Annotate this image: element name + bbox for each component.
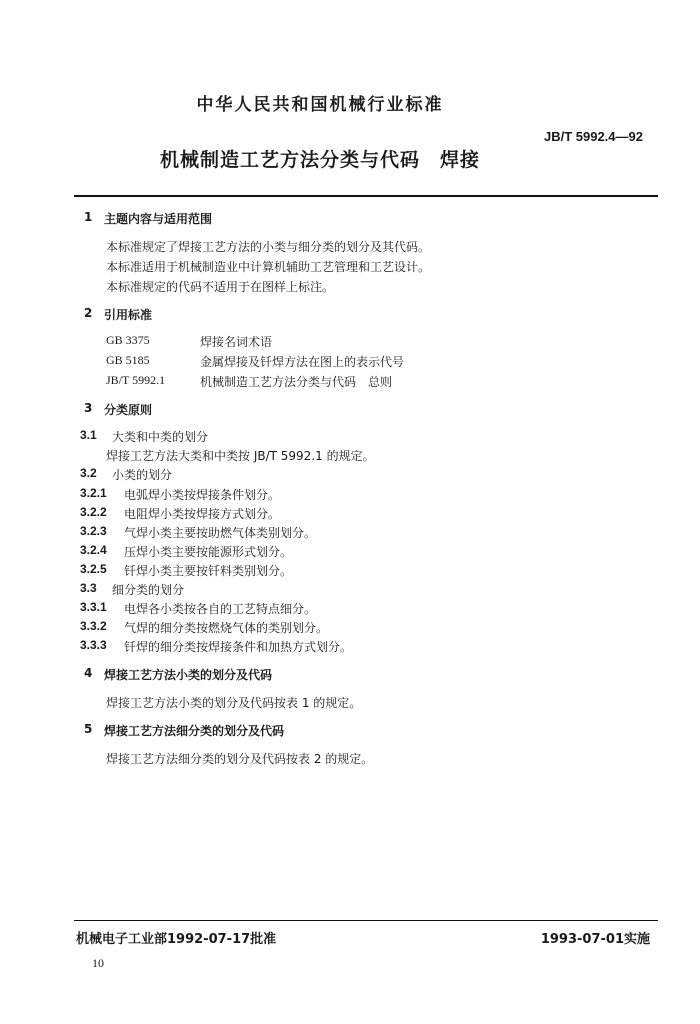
subsection-number: 3.3 xyxy=(80,581,97,595)
section-5-title: 焊接工艺方法细分类的划分及代码 xyxy=(104,724,285,738)
section-3-title: 分类原则 xyxy=(104,403,153,417)
reference-name: 焊接名词术语 xyxy=(200,335,273,349)
section-1-line: 本标准规定了焊接工艺方法的小类与细分类的划分及其代码。 xyxy=(106,240,431,254)
reference-code: GB 5185 xyxy=(106,353,150,367)
clause-text: 压焊小类主要按能源形式划分。 xyxy=(124,545,293,559)
subsection-text: 焊接工艺方法大类和中类按 JB/T 5992.1 的规定。 xyxy=(106,449,375,463)
org-title: 中华人民共和国机械行业标准 xyxy=(196,95,444,115)
clause-text: 电阻焊小类按焊接方式划分。 xyxy=(124,507,281,521)
section-1-title: 主题内容与适用范围 xyxy=(104,212,213,226)
clause-number: 3.2.2 xyxy=(80,505,107,519)
clause-text: 气焊的细分类按燃烧气体的类别划分。 xyxy=(124,621,329,635)
clause-text: 电弧焊小类按焊接条件划分。 xyxy=(124,488,281,502)
section-4-number: 4 xyxy=(84,666,93,680)
header-divider xyxy=(74,195,658,197)
section-1-line: 本标准适用于机械制造业中计算机辅助工艺管理和工艺设计。 xyxy=(106,260,431,274)
clause-number: 3.2.3 xyxy=(80,524,107,538)
clause-text: 钎焊的细分类按焊接条件和加热方式划分。 xyxy=(124,640,353,654)
subsection-number: 3.2 xyxy=(80,466,97,480)
section-5-number: 5 xyxy=(84,722,93,736)
page-number: 10 xyxy=(92,956,104,970)
section-1-line: 本标准规定的代码不适用于在图样上标注。 xyxy=(106,280,335,294)
section-2-number: 2 xyxy=(84,306,93,320)
subsection-number: 3.1 xyxy=(80,428,97,442)
section-1-number: 1 xyxy=(84,210,93,224)
footer-divider xyxy=(74,920,658,921)
clause-number: 3.2.1 xyxy=(80,486,107,500)
reference-code: JB/T 5992.1 xyxy=(106,373,166,387)
standard-code: JB/T 5992.4—92 xyxy=(543,129,643,144)
effective-date: 1993-07-01实施 xyxy=(540,932,650,947)
section-3-number: 3 xyxy=(84,401,93,415)
section-2-title: 引用标准 xyxy=(104,308,153,322)
section-5-text: 焊接工艺方法细分类的划分及代码按表 2 的规定。 xyxy=(106,752,374,766)
subsection-title: 大类和中类的划分 xyxy=(112,430,209,444)
reference-code: GB 3375 xyxy=(106,333,150,347)
reference-name: 金属焊接及钎焊方法在图上的表示代号 xyxy=(200,355,405,369)
subsection-title: 细分类的划分 xyxy=(112,583,185,597)
section-4-text: 焊接工艺方法小类的划分及代码按表 1 的规定。 xyxy=(106,696,362,710)
clause-number: 3.3.3 xyxy=(80,638,107,652)
clause-text: 电焊各小类按各自的工艺特点细分。 xyxy=(124,602,317,616)
subsection-title: 小类的划分 xyxy=(112,468,173,482)
document-title: 机械制造工艺方法分类与代码 焊接 xyxy=(159,149,480,171)
clause-number: 3.3.1 xyxy=(80,600,107,614)
reference-name: 机械制造工艺方法分类与代码 总则 xyxy=(200,375,393,389)
clause-number: 3.2.5 xyxy=(80,562,107,576)
clause-number: 3.3.2 xyxy=(80,619,107,633)
clause-text: 气焊小类主要按助燃气体类别划分。 xyxy=(124,526,317,540)
clause-text: 钎焊小类主要按钎料类别划分。 xyxy=(124,564,293,578)
clause-number: 3.2.4 xyxy=(80,543,107,557)
approval-line: 机械电子工业部1992-07-17批准 xyxy=(76,932,277,947)
section-4-title: 焊接工艺方法小类的划分及代码 xyxy=(104,668,273,682)
